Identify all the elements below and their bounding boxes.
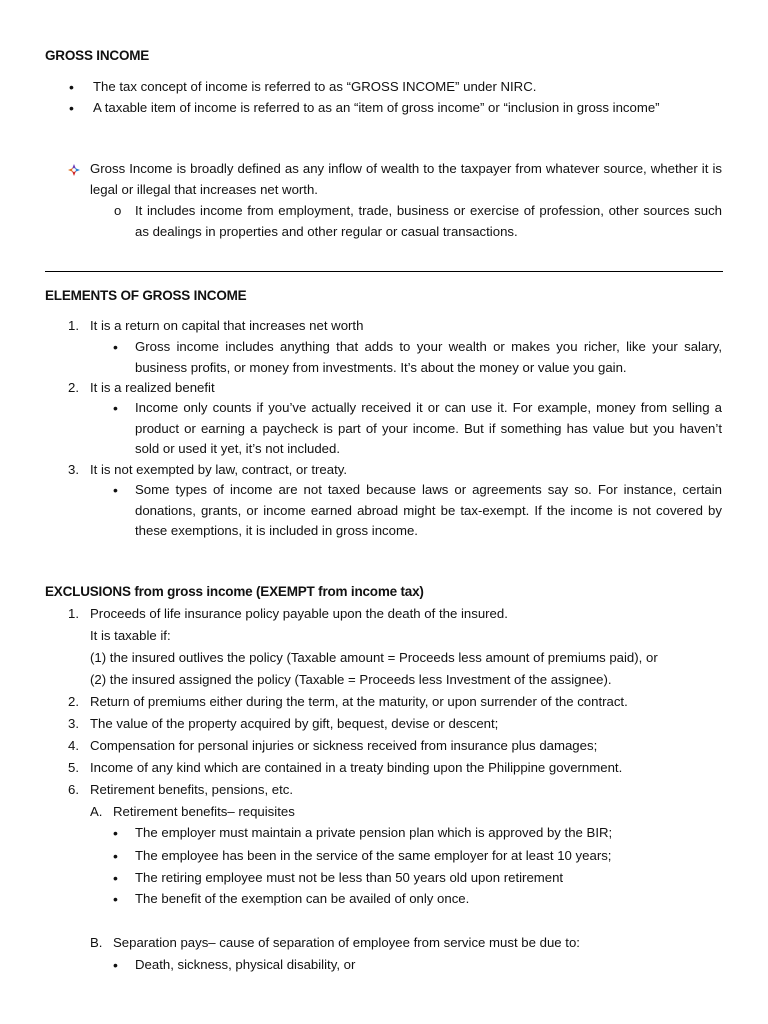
- exclusion-item-1: Proceeds of life insurance policy payable upon the death of the insured.: [90, 606, 508, 621]
- section-heading-gross-income: GROSS INCOME: [45, 48, 150, 63]
- element-number: 2.: [68, 380, 79, 395]
- element-number: 1.: [68, 318, 79, 333]
- element-item-1: It is a return on capital that increases net worth: [90, 318, 364, 333]
- element-detail-3: Some types of income are not taxed because laws or agreements say so. For instance, certain donations, grants, or income earned abroad might be tax-exempt. If the income is not covered by these exemptions, it is included in gross income.: [135, 482, 722, 538]
- exclusion-item-4: Compensation for personal injuries or sickness received from insurance plus damages;: [90, 738, 598, 753]
- gross-income-sub-item: It includes income from employment, trade, business or exercise of profession, other sources such as dealings in properties and other regular or casual transactions.: [135, 203, 722, 239]
- sub-bullet-marker: o: [114, 203, 122, 218]
- sub-letter: A.: [90, 804, 103, 819]
- gross-income-bullet-1: The tax concept of income is referred to as “GROSS INCOME” under NIRC.: [93, 79, 537, 94]
- bullet-dot: •: [113, 825, 118, 841]
- bullet-dot: •: [113, 482, 118, 498]
- element-number: 3.: [68, 462, 79, 477]
- element-detail-1: Gross income includes anything that adds to your wealth or makes you richer, like your salary, business profits, or money from investments. It’s about the money or value you gain.: [135, 339, 722, 375]
- bullet-dot: •: [113, 339, 118, 355]
- bullet-dot: •: [113, 848, 118, 864]
- exclusion-number: 1.: [68, 606, 79, 621]
- exclusion-item-2: Return of premiums either during the term, at the maturity, or upon surrender of the contract.: [90, 694, 628, 709]
- arrow-bullet-icon: [67, 163, 81, 177]
- retirement-requisite-1: The employer must maintain a private pension plan which is approved by the BIR;: [135, 825, 613, 840]
- exclusion-number: 3.: [68, 716, 79, 731]
- sub-letter: B.: [90, 935, 103, 950]
- section-divider: [45, 271, 723, 272]
- section-heading-elements: ELEMENTS OF GROSS INCOME: [45, 288, 247, 303]
- retirement-requisite-4: The benefit of the exemption can be availed of only once.: [135, 891, 470, 906]
- exclusion-condition-2: (2) the insured assigned the policy (Taxable = Proceeds less Investment of the assignee).: [90, 672, 612, 687]
- retirement-requisites-title: Retirement benefits– requisites: [113, 804, 295, 819]
- gross-income-definition: Gross Income is broadly defined as any inflow of wealth to the taxpayer from whatever source, whether it is legal or illegal that increases net worth.: [90, 161, 722, 197]
- element-detail-2: Income only counts if you’ve actually received it or can use it. For example, money from selling a product or earning a paycheck is part of your income. But if something has value but you haven’t sold or used it yet, it’s not included.: [135, 400, 722, 456]
- exclusion-item-5: Income of any kind which are contained in a treaty binding upon the Philippine government.: [90, 760, 623, 775]
- bullet-dot: •: [113, 957, 118, 973]
- exclusion-condition-1: (1) the insured outlives the policy (Taxable amount = Proceeds less amount of premiums paid), or: [90, 650, 658, 665]
- retirement-requisite-3: The retiring employee must not be less than 50 years old upon retirement: [135, 870, 564, 885]
- exclusion-item-6: Retirement benefits, pensions, etc.: [90, 782, 294, 797]
- section-heading-exclusions: EXCLUSIONS from gross income (EXEMPT from income tax): [45, 584, 424, 599]
- bullet-dot: •: [69, 79, 74, 95]
- exclusion-number: 5.: [68, 760, 79, 775]
- gross-income-bullet-2: A taxable item of income is referred to as an “item of gross income” or “inclusion in gross income”: [93, 100, 660, 115]
- exclusion-number: 4.: [68, 738, 79, 753]
- separation-pays-title: Separation pays– cause of separation of employee from service must be due to:: [113, 935, 580, 950]
- bullet-dot: •: [113, 400, 118, 416]
- exclusion-number: 2.: [68, 694, 79, 709]
- exclusion-item-3: The value of the property acquired by gift, bequest, devise or descent;: [90, 716, 499, 731]
- bullet-dot: •: [113, 891, 118, 907]
- separation-cause-1: Death, sickness, physical disability, or: [135, 957, 356, 972]
- bullet-dot: •: [69, 100, 74, 116]
- element-item-3: It is not exempted by law, contract, or treaty.: [90, 462, 348, 477]
- retirement-requisite-2: The employee has been in the service of the same employer for at least 10 years;: [135, 848, 612, 863]
- exclusion-number: 6.: [68, 782, 79, 797]
- bullet-dot: •: [113, 870, 118, 886]
- element-item-2: It is a realized benefit: [90, 380, 215, 395]
- exclusion-taxable-if: It is taxable if:: [90, 628, 171, 643]
